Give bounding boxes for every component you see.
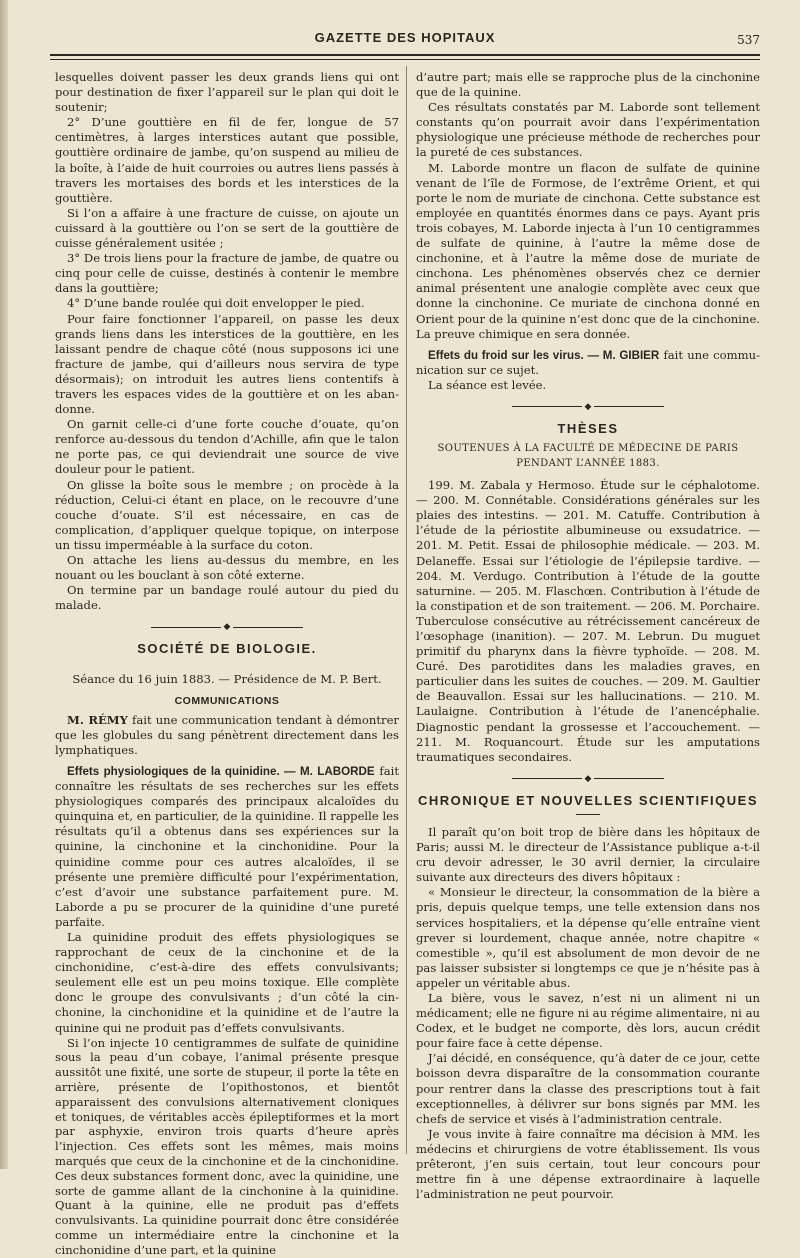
paragraph: Il paraît qu’on boit trop de bière dans les hôpitaux de Paris; aussi M. le directeur de l’Assistance publique a-t-il cru devoir adresser, le 30 avril dernier, la circulaire suivante aux directeurs des divers hôpitaux :	[416, 824, 760, 885]
topic-lead: Effets physiologiques de la quinidine. — M. LABORDE	[67, 764, 375, 778]
paragraph: 3° De trois liens pour la fracture de jambe, de quatre ou cinq pour celle de cuisse, destinés à contenir le membre dans la gouttière;	[55, 251, 399, 296]
paragraph: Si l’on a affaire à une fracture de cuisse, on ajoute un cuissard à la gouttière ou l’on se sert de la gouttière de cuisse généralement usitée ;	[55, 205, 399, 251]
theses-subtitle-year: PENDANT L’ANNÉE 1883.	[516, 458, 660, 470]
title-underline	[576, 814, 600, 815]
paragraph-remy: M. RÉMY fait une communication tendant à démontrer que les globules du sang pénètrent directement dans les lymphatiques.	[55, 712, 399, 757]
page-number: 537	[737, 33, 760, 47]
paragraph: On termine par un bandage roulé autour du pied du malade.	[55, 583, 399, 613]
author-name: M. RÉMY	[67, 712, 128, 727]
paragraph: La séance est levée.	[428, 377, 547, 392]
header-rule-thin	[50, 59, 760, 60]
theses-list: 199. M. Zabala y Hermoso. Étude sur le céphalotome. — 200. M. Connétable. Considérations générales sur les plaies des intestins. — 201. M. Catuffe. Contribution à l’étude de la périostite albumineuse ou exsudatrice. — 201. M. Petit. Essai de philosophie médicale. — 203. M. Delaneffe. Essai sur l’étiologie de l’épilepsie tardive. — 204. M. Verdugo. Contribution à l’étude de la goutte saturnine. — 205. M. Flaschœn. Contribution à l’étude de la constipation et de son traitement. — 206. M. Porchaire. Tuberculose consécutive au rétrécissement cancéreux de l’œsophage (inanition). — 207. M. Lebrun. Du muguet primitif du pharynx dans la fièvre typhoïde. — 208. M. Curé. Des parotidites dans les maladies graves, en particulier dans les suites de couches. — 209. M. Gaultier de Beauvallon. Essai sur les hallucinations. — 210. M. Laulaigne. Contribution à l’étude de l’anencéphalie. Diagnostic pendant la grossesse et l’accouchement. — 211. M. Roquancourt. Étude sur les amputations traumatiques secondaires.	[416, 478, 760, 764]
header-rule-thick	[50, 54, 760, 56]
section-separator: ◆	[55, 623, 399, 631]
journal-title: GAZETTE DES HOPITAUX	[314, 30, 496, 45]
section-title-chronique: CHRONIQUE ET NOUVELLES SCIENTIFIQUES	[417, 792, 759, 808]
paragraph: On glisse la boîte sous le membre ; on procède à la réduction, Celui-ci étant en place, on le recouvre d’une couche d’ouate. S’il est nécessaire, en cas de complication, d’appliquer quelque topique, on interpose un tissu imperméable à la surface du coton.	[55, 477, 399, 552]
paragraph: On garnit celle-ci d’une forte couche d’ouate, qu’on renforce au-dessous du tendon d’Achille, afin que le talon ne porte pas, ce qui deviendrait une source de vive douleur pour le patient.	[55, 417, 399, 477]
communications-heading: COMMUNICATIONS	[174, 694, 280, 707]
paragraph: 2° D’une gouttière en fil de fer, longue de 57 centimètres, à larges interstices autant que possible, gouttière ordinaire de jambe, qu’on suspend au milieu de la boîte, à l’aide de huit courroies ou autres liens passés à travers les mortaises des bords et les interstices de la gouttière.	[55, 115, 399, 205]
paragraph: M. Laborde montre un flacon de sulfate de quinine venant de l’île de Formose, de l’extrême Orient, et qui porte le nom de muriate de cinchona. Cette substance est employée en quantités énormes dans ce pays. Ayant pris trois cobayes, M. Laborde injecta à l’un 10 centigrammes de sulfate de quinine, à l’autre la même dose de cinchonine, et à l’autre la même dose de muriate de cinchona. Les phénomènes observés chez ce dernier animal présentent une analogie complète avec ceux que donne la cinchonine. Ce muriate de cinchona donné en Orient pour de la quinine n’est donc que de la cinchonine. La preuve chimique en sera donnée.	[416, 160, 760, 341]
paragraph: Je vous invite à faire connaître ma décision à MM. les médecins et chirurgiens de votre établissement. Ils vous prêteront, j’en suis certain, tout leur concours pour mettre fin à une dépense extraordinaire à laquelle l’administration ne peut pourvoir.	[416, 1126, 760, 1202]
paragraph: d’autre part; mais elle se rapproche plus de la cinchonine que de la quinine.	[416, 70, 760, 100]
paragraph-quinidine: Effets physiologiques de la quinidine. — M. LABORDE fait connaître les résultats de ses recherches sur les effets physiologiques comparés des principaux alcaloïdes du quinquina et, en particulier, de la quinidine. Il rappelle les résultats qu’il a obtenus dans ses expériences sur la quinine, la cinchonine et la cinchonidine. Pour la quinidine comme pour ces autres alcaloïdes, il se présente une première difficulté pour l’expérimentation, c’est d’avoir une substance parfaitement pure. M. Laborde a pu se procurer de la quinidine d’une pureté parfaite.	[55, 763, 399, 929]
left-column	[55, 70, 399, 1258]
section-title-societe: SOCIÉTÉ DE BIOLOGIE.	[137, 641, 317, 657]
page-binding-edge	[0, 0, 8, 1169]
page-header	[50, 30, 760, 50]
section-title-theses: THÈSES	[557, 420, 619, 436]
topic-lead: Effets du froid sur les virus. — M. GIBIER	[428, 348, 660, 362]
section-separator: ◆	[416, 775, 760, 783]
right-column	[416, 70, 760, 1202]
paragraph: Ces résultats constatés par M. Laborde sont tellement constants qu’on pourrait avoir dans l’expérimentation physiologique une précieuse méthode de recherches pour la pureté de ces substances.	[416, 100, 760, 160]
paragraph: Si l’on injecte 10 centigrammes de sulfate de quinidine sous la peau d’un cobaye, l’animal présente presque aussitôt une fixité, une sorte de stupeur, il porte la tête en arrière, présente de l’opithostonos, et bientôt apparaissent des convulsions alternativement cloniques et toniques, de véritables accès épileptiformes et la mort par asphyxie, environ trois quarts d’heure après l’injection. Ces effets sont les mêmes, mais moins marqués que ceux de la cinchonine et de la cinchonidine. Ces deux substances forment donc, avec la quinidine, une sorte de gamme allant de la cinchonine à la quinidine. Quant à la quinine, elle ne produit pas d’effets convulsivants. La quinidine pourrait donc être considérée comme un intermédiaire entre la cinchonine et la cinchonidine d’une part, et la quinine	[55, 1035, 399, 1257]
paragraph: J’ai décidé, en conséquence, qu’à dater de ce jour, cette boisson devra disparaître de la consommation courante pour rentrer dans la classe des prescriptions tout à fait exceptionnelles, à délivrer sur bons signés par MM. les chefs de service et visés à l’administration centrale.	[416, 1051, 760, 1126]
theses-subtitle: SOUTENUES À LA FACULTÉ DE MÉDECINE DE PARIS	[437, 443, 739, 455]
paragraph: lesquelles doivent passer les deux grands liens qui ont pour destination de fixer l’appareil sur le plan qui doit le soutenir;	[55, 70, 399, 115]
paragraph: 4° D’une bande roulée qui doit envelopper le pied.	[67, 296, 365, 311]
column-divider	[406, 66, 407, 1154]
paragraph: Pour faire fonctionner l’appareil, on passe les deux grands liens dans les interstices de la gouttière, en les laissant pendre de chaque côté (nous supposons ici une fracture de jambe, qui d’ailleurs nous servira de type désormais); on introduit les autres liens contentifs à travers les espaces vides de la gouttière et on les abandonne.	[55, 311, 399, 417]
paragraph: On attache les liens au-dessus du membre, en les nouant ou les bouclant à son côté externe.	[55, 553, 399, 583]
section-separator: ◆	[416, 403, 760, 411]
paragraph: « Monsieur le directeur, la consommation de la bière a pris, depuis quelque temps, une telle extension dans nos services hospitaliers, et la dépense qu’elle entraîne vient grever si lourdement, chaque année, notre chapitre « comestible », qu’il est absolument de mon devoir de ne pas laisser subsister si longtemps ce que je n’hésite pas à appeler un véritable abus.	[416, 885, 760, 990]
seance-line: Séance du 16 juin 1883. — Présidence de M. P. Bert.	[72, 672, 382, 687]
paragraph: La bière, vous le savez, n’est ni un aliment ni un médicament; elle ne figure ni au régime alimentaire, ni au Codex, et le budget ne comporte, dès lors, aucun crédit pour faire face à cette dépense.	[416, 990, 760, 1051]
paragraph-froid: Effets du froid sur les virus. — M. GIBIER fait une communication sur ce sujet.	[416, 347, 761, 377]
paragraph: La quinidine produit des effets physiologiques se rapprochant de ceux de la cinchonine et de la cinchonidine, c’est-à-dire des effets convulsivants; seulement elle est un peu moins toxique. Elle complète donc le groupe des convulsivants ; d’un côté la cinchonine, la cinchonidine et la quinidine et de l’autre la quinine qui ne produit pas d’effets convulsivants.	[55, 929, 399, 1035]
